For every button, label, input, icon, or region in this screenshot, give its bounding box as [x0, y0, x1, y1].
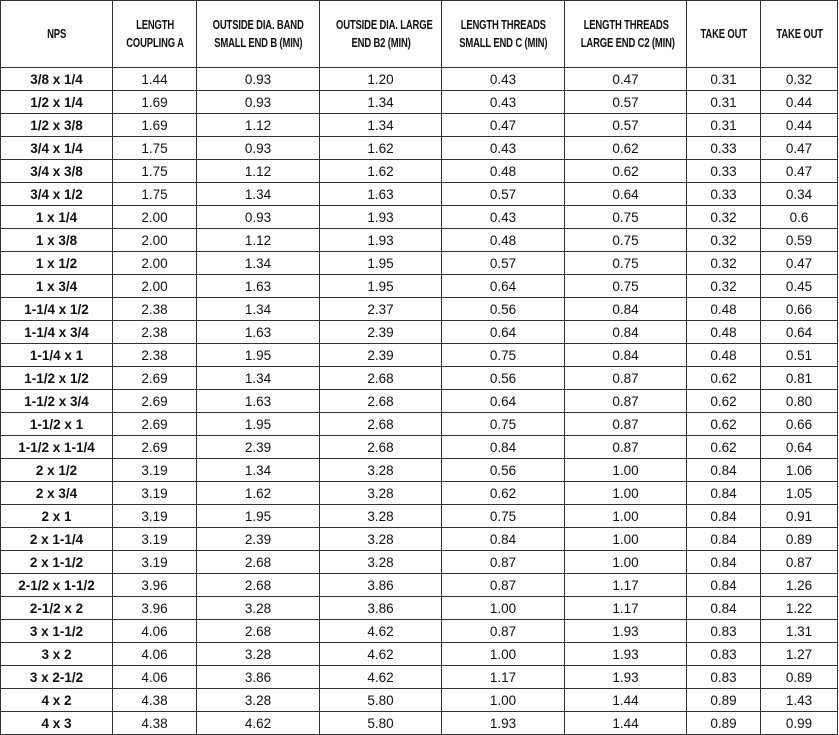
- cell-outside-dia-b2: 1.93: [320, 206, 442, 229]
- cell-take-out-1: 0.48: [687, 298, 761, 321]
- cell-nps: 3/4 x 3/8: [1, 160, 113, 183]
- cell-length-threads-c2: 0.75: [565, 275, 687, 298]
- cell-length-coupling-a: 1.69: [113, 114, 197, 137]
- cell-length-threads-c2: 1.17: [565, 574, 687, 597]
- cell-nps: 3/4 x 1/2: [1, 183, 113, 206]
- cell-length-coupling-a: 4.38: [113, 689, 197, 712]
- cell-length-coupling-a: 3.96: [113, 574, 197, 597]
- cell-length-threads-c2: 0.84: [565, 321, 687, 344]
- cell-nps: 1 x 1/4: [1, 206, 113, 229]
- table-row: [1, 344, 838, 367]
- table-row: [1, 275, 838, 298]
- cell-outside-dia-b2: 3.28: [320, 528, 442, 551]
- cell-take-out-2: 1.27: [761, 643, 838, 666]
- cell-outside-dia-b: 1.62: [197, 482, 320, 505]
- cell-nps: 3/4 x 1/4: [1, 137, 113, 160]
- cell-length-threads-c2: 0.87: [565, 413, 687, 436]
- cell-take-out-2: 0.44: [761, 91, 838, 114]
- cell-take-out-1: 0.33: [687, 137, 761, 160]
- cell-take-out-1: 0.89: [687, 712, 761, 735]
- cell-length-coupling-a: 1.75: [113, 160, 197, 183]
- cell-take-out-2: 1.06: [761, 459, 838, 482]
- cell-length-threads-c2: 0.62: [565, 160, 687, 183]
- cell-length-threads-c: 0.64: [442, 275, 565, 298]
- cell-length-threads-c: 0.75: [442, 413, 565, 436]
- cell-take-out-2: 0.44: [761, 114, 838, 137]
- cell-nps: 2 x 3/4: [1, 482, 113, 505]
- cell-take-out-2: 0.47: [761, 252, 838, 275]
- cell-outside-dia-b2: 2.68: [320, 367, 442, 390]
- table-row: [1, 620, 838, 643]
- cell-length-threads-c: 1.93: [442, 712, 565, 735]
- cell-take-out-2: 0.59: [761, 229, 838, 252]
- cell-nps: 1-1/4 x 1/2: [1, 298, 113, 321]
- cell-take-out-1: 0.84: [687, 597, 761, 620]
- table-row: [1, 666, 838, 689]
- table-body: [1, 68, 838, 735]
- header-line: NPS: [46, 27, 66, 41]
- header-take-out-1: [692, 1, 756, 68]
- cell-nps: 1-1/4 x 3/4: [1, 321, 113, 344]
- cell-nps: 1 x 3/4: [1, 275, 113, 298]
- cell-take-out-1: 0.31: [687, 68, 761, 91]
- cell-outside-dia-b: 0.93: [197, 68, 320, 91]
- cell-length-threads-c: 0.48: [442, 229, 565, 252]
- cell-take-out-2: 0.91: [761, 505, 838, 528]
- cell-take-out-1: 0.33: [687, 160, 761, 183]
- cell-outside-dia-b: 0.93: [197, 137, 320, 160]
- cell-take-out-1: 0.62: [687, 390, 761, 413]
- header-line: OUTSIDE DIA. BAND: [212, 18, 304, 32]
- header-line: LENGTH: [135, 18, 174, 32]
- cell-length-coupling-a: 2.38: [113, 298, 197, 321]
- cell-outside-dia-b2: 1.34: [320, 114, 442, 137]
- cell-take-out-2: 0.66: [761, 298, 838, 321]
- cell-take-out-2: 1.22: [761, 597, 838, 620]
- cell-take-out-1: 0.62: [687, 436, 761, 459]
- table-row: [1, 436, 838, 459]
- cell-take-out-1: 0.32: [687, 206, 761, 229]
- cell-outside-dia-b2: 3.86: [320, 574, 442, 597]
- cell-length-threads-c2: 1.44: [565, 689, 687, 712]
- cell-outside-dia-b: 1.12: [197, 229, 320, 252]
- cell-outside-dia-b: 1.63: [197, 321, 320, 344]
- cell-length-coupling-a: 2.38: [113, 321, 197, 344]
- header-line: OUTSIDE DIA. LARGE: [335, 18, 432, 32]
- table-row: [1, 528, 838, 551]
- cell-outside-dia-b: 2.39: [197, 436, 320, 459]
- cell-length-threads-c2: 0.47: [565, 68, 687, 91]
- cell-nps: 4 x 3: [1, 712, 113, 735]
- cell-outside-dia-b: 1.95: [197, 505, 320, 528]
- cell-length-threads-c: 0.43: [442, 137, 565, 160]
- cell-take-out-2: 0.80: [761, 390, 838, 413]
- cell-take-out-2: 0.64: [761, 436, 838, 459]
- table-row: [1, 206, 838, 229]
- cell-outside-dia-b: 0.93: [197, 206, 320, 229]
- cell-nps: 2-1/2 x 1-1/2: [1, 574, 113, 597]
- cell-outside-dia-b2: 5.80: [320, 712, 442, 735]
- cell-length-coupling-a: 3.19: [113, 528, 197, 551]
- cell-outside-dia-b2: 2.37: [320, 298, 442, 321]
- cell-take-out-1: 0.48: [687, 344, 761, 367]
- cell-take-out-2: 0.6: [761, 206, 838, 229]
- cell-take-out-1: 0.32: [687, 252, 761, 275]
- cell-nps: 1-1/2 x 1-1/4: [1, 436, 113, 459]
- cell-length-coupling-a: 1.44: [113, 68, 197, 91]
- cell-length-coupling-a: 2.69: [113, 436, 197, 459]
- cell-outside-dia-b: 1.12: [197, 114, 320, 137]
- cell-length-threads-c2: 0.84: [565, 344, 687, 367]
- cell-outside-dia-b2: 2.39: [320, 344, 442, 367]
- cell-length-threads-c2: 0.75: [565, 252, 687, 275]
- cell-nps: 2-1/2 x 2: [1, 597, 113, 620]
- cell-outside-dia-b2: 1.63: [320, 183, 442, 206]
- cell-take-out-1: 0.89: [687, 689, 761, 712]
- cell-length-threads-c2: 1.93: [565, 643, 687, 666]
- cell-length-threads-c2: 0.84: [565, 298, 687, 321]
- cell-length-threads-c2: 1.00: [565, 505, 687, 528]
- table-row: [1, 367, 838, 390]
- cell-length-threads-c: 0.57: [442, 252, 565, 275]
- cell-take-out-2: 0.89: [761, 666, 838, 689]
- cell-length-coupling-a: 2.69: [113, 390, 197, 413]
- cell-nps: 2 x 1-1/2: [1, 551, 113, 574]
- cell-take-out-2: 0.51: [761, 344, 838, 367]
- cell-outside-dia-b2: 1.20: [320, 68, 442, 91]
- cell-length-threads-c: 1.00: [442, 643, 565, 666]
- header-line: TAKE OUT: [775, 27, 823, 41]
- cell-take-out-2: 0.47: [761, 137, 838, 160]
- cell-nps: 2 x 1/2: [1, 459, 113, 482]
- header-outside-dia-large-end-b2: [328, 1, 433, 68]
- cell-outside-dia-b: 0.93: [197, 91, 320, 114]
- cell-length-threads-c2: 0.57: [565, 91, 687, 114]
- cell-length-coupling-a: 4.06: [113, 643, 197, 666]
- cell-outside-dia-b2: 1.34: [320, 91, 442, 114]
- cell-length-threads-c2: 1.00: [565, 459, 687, 482]
- cell-length-threads-c: 0.75: [442, 505, 565, 528]
- cell-take-out-1: 0.84: [687, 551, 761, 574]
- cell-take-out-1: 0.83: [687, 666, 761, 689]
- cell-take-out-2: 0.81: [761, 367, 838, 390]
- cell-take-out-1: 0.32: [687, 275, 761, 298]
- cell-length-coupling-a: 4.38: [113, 712, 197, 735]
- cell-length-threads-c2: 0.87: [565, 390, 687, 413]
- table-row: [1, 597, 838, 620]
- cell-take-out-1: 0.62: [687, 413, 761, 436]
- cell-length-threads-c: 0.48: [442, 160, 565, 183]
- table-row: [1, 137, 838, 160]
- cell-outside-dia-b2: 2.68: [320, 436, 442, 459]
- cell-nps: 3/8 x 1/4: [1, 68, 113, 91]
- table-row: [1, 643, 838, 666]
- cell-length-threads-c: 1.00: [442, 597, 565, 620]
- cell-length-threads-c2: 1.93: [565, 666, 687, 689]
- table-row: [1, 390, 838, 413]
- cell-take-out-1: 0.83: [687, 620, 761, 643]
- cell-outside-dia-b: 1.34: [197, 252, 320, 275]
- cell-take-out-2: 0.87: [761, 551, 838, 574]
- table-row: [1, 551, 838, 574]
- header-nps: [8, 1, 104, 68]
- cell-length-coupling-a: 2.00: [113, 206, 197, 229]
- cell-outside-dia-b: 1.63: [197, 275, 320, 298]
- cell-outside-dia-b: 3.28: [197, 643, 320, 666]
- cell-length-coupling-a: 2.69: [113, 413, 197, 436]
- table-row: [1, 505, 838, 528]
- cell-length-threads-c: 0.43: [442, 91, 565, 114]
- header-line: SMALL END C (MIN): [458, 36, 548, 50]
- cell-outside-dia-b: 3.28: [197, 689, 320, 712]
- table-row: [1, 252, 838, 275]
- cell-length-threads-c: 0.57: [442, 183, 565, 206]
- cell-outside-dia-b: 3.86: [197, 666, 320, 689]
- cell-length-threads-c: 0.43: [442, 68, 565, 91]
- cell-outside-dia-b: 2.68: [197, 551, 320, 574]
- cell-outside-dia-b: 1.34: [197, 183, 320, 206]
- table-row: [1, 114, 838, 137]
- header-line: TAKE OUT: [700, 27, 747, 41]
- cell-length-threads-c: 0.64: [442, 390, 565, 413]
- cell-length-threads-c: 0.64: [442, 321, 565, 344]
- cell-nps: 1/2 x 1/4: [1, 91, 113, 114]
- cell-outside-dia-b2: 1.62: [320, 137, 442, 160]
- cell-outside-dia-b: 2.68: [197, 620, 320, 643]
- cell-nps: 3 x 1-1/2: [1, 620, 113, 643]
- cell-outside-dia-b: 2.39: [197, 528, 320, 551]
- cell-length-threads-c2: 1.44: [565, 712, 687, 735]
- cell-nps: 1 x 1/2: [1, 252, 113, 275]
- cell-length-coupling-a: 3.19: [113, 551, 197, 574]
- cell-take-out-2: 0.32: [761, 68, 838, 91]
- cell-outside-dia-b2: 4.62: [320, 643, 442, 666]
- cell-nps: 1/2 x 3/8: [1, 114, 113, 137]
- table-row: [1, 160, 838, 183]
- cell-take-out-1: 0.31: [687, 91, 761, 114]
- cell-outside-dia-b2: 2.39: [320, 321, 442, 344]
- cell-outside-dia-b: 2.68: [197, 574, 320, 597]
- cell-length-threads-c2: 1.00: [565, 551, 687, 574]
- table-row: [1, 183, 838, 206]
- cell-length-threads-c: 0.43: [442, 206, 565, 229]
- table-row: [1, 298, 838, 321]
- cell-nps: 3 x 2-1/2: [1, 666, 113, 689]
- cell-length-threads-c: 0.87: [442, 620, 565, 643]
- cell-outside-dia-b2: 4.62: [320, 620, 442, 643]
- cell-take-out-2: 1.26: [761, 574, 838, 597]
- cell-outside-dia-b: 1.12: [197, 160, 320, 183]
- cell-take-out-2: 0.45: [761, 275, 838, 298]
- cell-length-threads-c: 0.47: [442, 114, 565, 137]
- cell-length-threads-c: 0.87: [442, 551, 565, 574]
- cell-length-coupling-a: 3.19: [113, 482, 197, 505]
- table-row: [1, 482, 838, 505]
- cell-length-threads-c: 1.17: [442, 666, 565, 689]
- header-length-threads-small-end-c: [450, 1, 556, 68]
- cell-length-threads-c2: 1.93: [565, 620, 687, 643]
- cell-outside-dia-b2: 3.28: [320, 459, 442, 482]
- cell-take-out-1: 0.83: [687, 643, 761, 666]
- header-line: LENGTH THREADS: [460, 18, 546, 32]
- table-row: [1, 413, 838, 436]
- cell-take-out-2: 0.64: [761, 321, 838, 344]
- cell-take-out-1: 0.84: [687, 505, 761, 528]
- cell-outside-dia-b: 1.95: [197, 413, 320, 436]
- header-line: SMALL END B (MIN): [213, 36, 303, 50]
- cell-outside-dia-b2: 2.68: [320, 390, 442, 413]
- cell-outside-dia-b2: 2.68: [320, 413, 442, 436]
- cell-outside-dia-b: 1.34: [197, 367, 320, 390]
- cell-length-threads-c2: 0.87: [565, 367, 687, 390]
- cell-length-coupling-a: 1.75: [113, 137, 197, 160]
- cell-nps: 1-1/4 x 1: [1, 344, 113, 367]
- cell-length-coupling-a: 3.19: [113, 459, 197, 482]
- cell-length-coupling-a: 3.19: [113, 505, 197, 528]
- cell-take-out-1: 0.62: [687, 367, 761, 390]
- cell-take-out-2: 1.43: [761, 689, 838, 712]
- cell-length-coupling-a: 2.69: [113, 367, 197, 390]
- cell-length-coupling-a: 2.38: [113, 344, 197, 367]
- header-line: END B2 (MIN): [350, 36, 411, 50]
- cell-length-threads-c: 0.84: [442, 528, 565, 551]
- cell-length-threads-c2: 1.17: [565, 597, 687, 620]
- cell-outside-dia-b2: 3.86: [320, 597, 442, 620]
- cell-length-coupling-a: 1.75: [113, 183, 197, 206]
- table-row: [1, 689, 838, 712]
- cell-length-threads-c2: 1.00: [565, 482, 687, 505]
- cell-length-coupling-a: 2.00: [113, 275, 197, 298]
- cell-take-out-1: 0.84: [687, 574, 761, 597]
- cell-nps: 4 x 2: [1, 689, 113, 712]
- cell-nps: 3 x 2: [1, 643, 113, 666]
- cell-length-threads-c: 0.62: [442, 482, 565, 505]
- cell-take-out-2: 1.31: [761, 620, 838, 643]
- cell-outside-dia-b2: 1.95: [320, 275, 442, 298]
- cell-take-out-2: 0.34: [761, 183, 838, 206]
- cell-outside-dia-b2: 1.62: [320, 160, 442, 183]
- header-length-threads-large-end-c2: [573, 1, 678, 68]
- cell-nps: 1 x 3/8: [1, 229, 113, 252]
- cell-take-out-1: 0.84: [687, 459, 761, 482]
- cell-take-out-2: 1.05: [761, 482, 838, 505]
- cell-outside-dia-b2: 5.80: [320, 689, 442, 712]
- cell-length-threads-c2: 0.57: [565, 114, 687, 137]
- cell-take-out-2: 0.47: [761, 160, 838, 183]
- cell-length-threads-c: 0.75: [442, 344, 565, 367]
- cell-outside-dia-b: 1.34: [197, 298, 320, 321]
- cell-take-out-1: 0.84: [687, 482, 761, 505]
- header-line: LENGTH THREADS: [582, 18, 669, 32]
- cell-outside-dia-b: 1.63: [197, 390, 320, 413]
- table-row: [1, 91, 838, 114]
- cell-length-threads-c2: 0.87: [565, 436, 687, 459]
- cell-outside-dia-b2: 1.95: [320, 252, 442, 275]
- cell-outside-dia-b2: 4.62: [320, 666, 442, 689]
- cell-length-threads-c2: 0.62: [565, 137, 687, 160]
- cell-length-threads-c2: 0.75: [565, 206, 687, 229]
- table-row: [1, 574, 838, 597]
- table-row: [1, 68, 838, 91]
- table-row: [1, 321, 838, 344]
- cell-outside-dia-b2: 3.28: [320, 551, 442, 574]
- cell-length-coupling-a: 2.00: [113, 229, 197, 252]
- cell-length-coupling-a: 1.69: [113, 91, 197, 114]
- cell-length-threads-c2: 0.75: [565, 229, 687, 252]
- cell-take-out-2: 0.99: [761, 712, 838, 735]
- cell-length-coupling-a: 4.06: [113, 666, 197, 689]
- cell-nps: 1-1/2 x 3/4: [1, 390, 113, 413]
- cell-take-out-2: 0.66: [761, 413, 838, 436]
- cell-length-threads-c: 0.56: [442, 367, 565, 390]
- cell-length-coupling-a: 4.06: [113, 620, 197, 643]
- cell-nps: 1-1/2 x 1/2: [1, 367, 113, 390]
- cell-take-out-1: 0.33: [687, 183, 761, 206]
- table-row: [1, 229, 838, 252]
- cell-outside-dia-b: 4.62: [197, 712, 320, 735]
- cell-take-out-1: 0.48: [687, 321, 761, 344]
- cell-length-threads-c: 0.56: [442, 298, 565, 321]
- header-line: COUPLING A: [125, 36, 184, 50]
- cell-take-out-1: 0.31: [687, 114, 761, 137]
- cell-length-coupling-a: 3.96: [113, 597, 197, 620]
- table-row: [1, 712, 838, 735]
- cell-outside-dia-b: 1.95: [197, 344, 320, 367]
- cell-length-threads-c: 1.00: [442, 689, 565, 712]
- header-outside-dia-band-small-end-b: [205, 1, 311, 68]
- table-row: [1, 459, 838, 482]
- header-row: [1, 1, 838, 68]
- cell-length-threads-c: 0.87: [442, 574, 565, 597]
- cell-outside-dia-b2: 3.28: [320, 482, 442, 505]
- cell-length-threads-c2: 0.64: [565, 183, 687, 206]
- cell-nps: 2 x 1-1/4: [1, 528, 113, 551]
- header-line: LARGE END C2 (MIN): [579, 36, 674, 50]
- cell-take-out-1: 0.84: [687, 528, 761, 551]
- cell-length-threads-c2: 1.00: [565, 528, 687, 551]
- cell-nps: 1-1/2 x 1: [1, 413, 113, 436]
- header-take-out-2: [766, 1, 832, 68]
- cell-outside-dia-b: 3.28: [197, 597, 320, 620]
- cell-length-coupling-a: 2.00: [113, 252, 197, 275]
- cell-outside-dia-b2: 1.93: [320, 229, 442, 252]
- cell-nps: 2 x 1: [1, 505, 113, 528]
- cell-outside-dia-b: 1.34: [197, 459, 320, 482]
- header-length-coupling-a: [118, 1, 190, 68]
- cell-outside-dia-b2: 3.28: [320, 505, 442, 528]
- cell-length-threads-c: 0.84: [442, 436, 565, 459]
- cell-take-out-2: 0.89: [761, 528, 838, 551]
- cell-length-threads-c: 0.56: [442, 459, 565, 482]
- cell-take-out-1: 0.32: [687, 229, 761, 252]
